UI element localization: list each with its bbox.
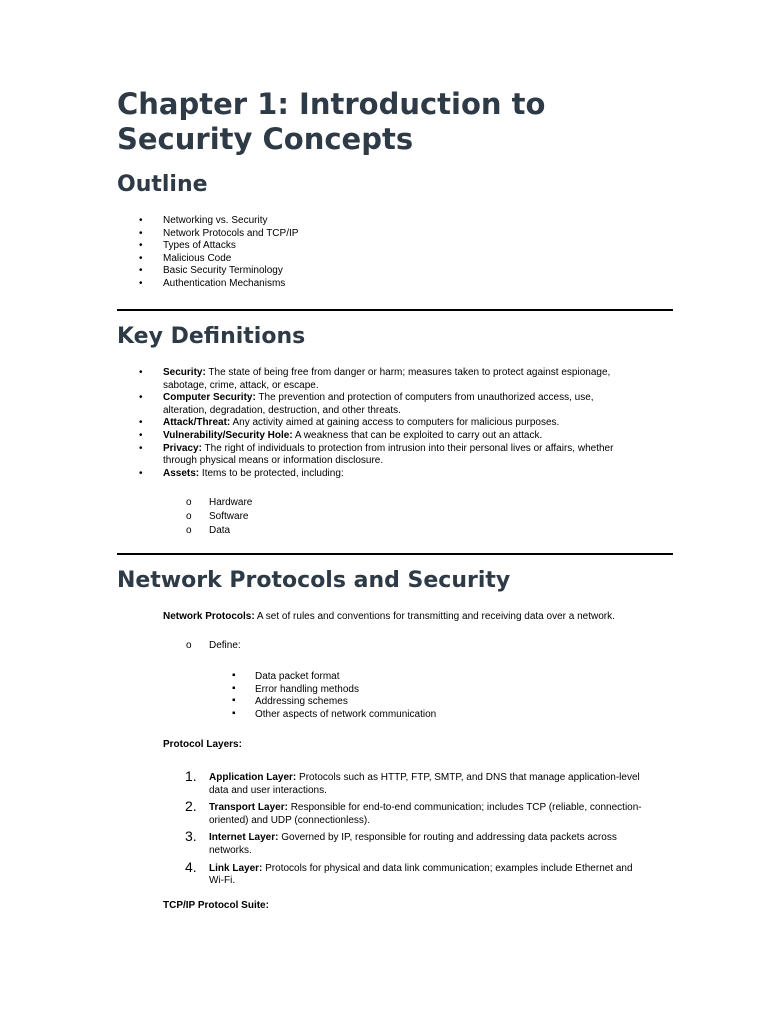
layer-item bbox=[185, 768, 649, 797]
layer-text: Governed by IP, responsible for routing and addressing data packets across networks. bbox=[209, 832, 617, 856]
protocol-layers-label bbox=[163, 739, 242, 752]
definition-text: Items to be protected, including: bbox=[199, 467, 344, 479]
list-number: 2. bbox=[185, 798, 197, 815]
layer-text: Responsible for end-to-end communication; includes TCP (reliable, connection-oriented) and UDP (connectionless). bbox=[209, 802, 642, 826]
protocols-heading: Network Protocols and Security bbox=[117, 568, 511, 593]
layer-item bbox=[185, 828, 649, 857]
definition-item bbox=[163, 468, 633, 481]
definitions-heading: Key Definitions bbox=[117, 324, 306, 349]
definition-term: Attack/Threat: bbox=[163, 417, 231, 429]
layer-term: Application Layer: bbox=[209, 772, 297, 783]
definition-term: Vulnerability/Security Hole: bbox=[163, 429, 293, 441]
list-item: • Types of Attacks bbox=[163, 240, 683, 253]
label-text: TCP/IP Protocol Suite: bbox=[163, 900, 269, 911]
outline-list bbox=[163, 215, 683, 291]
list-item: • Basic Security Terminology bbox=[163, 265, 683, 278]
definition-text: The prevention and protection of computers from unauthorized access, use, alteration, degradation, destruction, and other threats. bbox=[163, 392, 594, 416]
list-item: ▪ Data packet format bbox=[255, 671, 436, 684]
definition-text: The right of individuals to protection from intrusion into their personal lives or affairs, whether through physical means or information disclosure. bbox=[163, 442, 614, 467]
layer-text: Protocols for physical and data link communication; examples include Ethernet and Wi-Fi. bbox=[209, 862, 633, 887]
list-item: o Define: bbox=[209, 640, 241, 653]
section-divider bbox=[117, 553, 673, 555]
definitions-list bbox=[163, 367, 633, 480]
protocols-definition bbox=[163, 611, 663, 624]
section-divider bbox=[117, 309, 673, 311]
list-item: o Software bbox=[209, 510, 252, 524]
define-list bbox=[209, 640, 241, 653]
list-item: • Networking vs. Security bbox=[163, 215, 683, 228]
protocol-layers-list bbox=[185, 768, 649, 888]
list-number: 3. bbox=[185, 828, 197, 845]
layer-item bbox=[185, 798, 649, 827]
list-item: ▪ Error handling methods bbox=[255, 684, 436, 697]
definition-term: Network Protocols: bbox=[163, 611, 255, 622]
list-item: • Malicious Code bbox=[163, 253, 683, 266]
list-number: 1. bbox=[185, 768, 197, 784]
definition-item bbox=[163, 367, 633, 392]
list-item: o Hardware bbox=[209, 496, 252, 510]
definition-text: The state of being free from danger or harm; measures taken to protect against espionage, sabotage, crime, attack, or escape. bbox=[163, 367, 611, 391]
assets-list bbox=[209, 496, 252, 538]
definition-item bbox=[163, 430, 633, 443]
list-item: ▪ Addressing schemes bbox=[255, 696, 436, 709]
definition-text: A set of rules and conventions for transmitting and receiving data over a network. bbox=[254, 611, 615, 622]
definition-term: Assets: bbox=[163, 467, 200, 479]
definition-text: A weakness that can be exploited to carry out an attack. bbox=[292, 429, 543, 441]
definition-item bbox=[163, 443, 633, 468]
tcpip-suite-label bbox=[163, 900, 269, 913]
definition-text: Any activity aimed at gaining access to computers for malicious purposes. bbox=[230, 417, 560, 429]
layer-term: Link Layer: bbox=[209, 862, 263, 874]
definition-term: Security: bbox=[163, 367, 206, 378]
definition-term: Computer Security: bbox=[163, 392, 256, 404]
list-item: • Authentication Mechanisms bbox=[163, 278, 683, 291]
layer-term: Internet Layer: bbox=[209, 832, 279, 844]
layer-term: Transport Layer: bbox=[209, 802, 288, 814]
define-items-list bbox=[255, 671, 436, 721]
definition-item bbox=[163, 392, 633, 417]
list-number: 4. bbox=[185, 858, 197, 875]
layer-item bbox=[185, 858, 649, 888]
label-text: Protocol Layers: bbox=[163, 739, 242, 750]
definition-item bbox=[163, 417, 633, 430]
list-item: • Network Protocols and TCP/IP bbox=[163, 228, 683, 241]
outline-heading: Outline bbox=[117, 172, 208, 197]
list-item: ▪ Other aspects of network communication bbox=[255, 709, 436, 722]
list-item: o Data bbox=[209, 524, 252, 538]
definition-term: Privacy: bbox=[163, 442, 202, 454]
page-title: Chapter 1: Introduction to Security Concepts bbox=[117, 87, 546, 156]
layer-text: Protocols such as HTTP, FTP, SMTP, and DNS that manage application-level data and user interactions. bbox=[209, 772, 640, 796]
